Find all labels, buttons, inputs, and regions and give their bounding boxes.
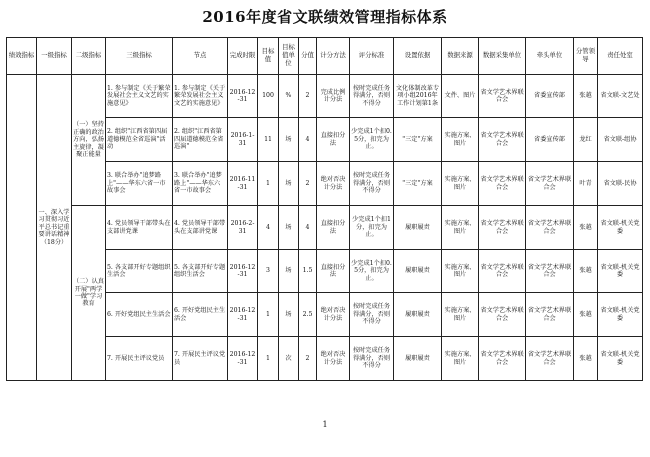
- deadline-cell: 2016-12-31: [228, 250, 258, 293]
- basis-cell: 履职履责: [394, 293, 442, 337]
- leader-cell: 张越: [574, 337, 598, 381]
- table-row: [7, 206, 643, 250]
- collector-cell: 省文学艺术界联合会: [479, 75, 526, 118]
- unit-cell: 次: [279, 337, 299, 381]
- level3-indicator-cell: 1. 参与制定《关于繁荣发展社会主义文艺的实施意见》: [106, 75, 173, 118]
- score-cell: 1.5: [299, 250, 317, 293]
- office-cell: 省文联-机关党委: [598, 206, 643, 250]
- method-cell: 直接扣分法: [317, 118, 350, 162]
- standard-cell: 少完成1个扣0.5分，扣完为止。: [350, 118, 394, 162]
- header-cell: 牵头单位: [526, 38, 574, 75]
- basis-cell: 履职履责: [394, 206, 442, 250]
- indicator-table: [6, 37, 643, 381]
- score-cell: 2: [299, 337, 317, 381]
- collector-cell: 省文学艺术界联合会: [479, 118, 526, 162]
- source-cell: 实施方案、图片: [442, 250, 479, 293]
- standard-cell: 按时完成任务得满分，否则不得分: [350, 75, 394, 118]
- source-cell: 实施方案、图片: [442, 118, 479, 162]
- deadline-cell: 2016-2-31: [228, 206, 258, 250]
- header-cell: 节点: [173, 38, 228, 75]
- standard-cell: 少完成1个扣0.5分，扣完为止。: [350, 250, 394, 293]
- method-cell: 绝对否决计分法: [317, 293, 350, 337]
- deadline-cell: 2016-12-31: [228, 293, 258, 337]
- header-cell: 三级指标: [106, 38, 173, 75]
- header-cell: 分值: [299, 38, 317, 75]
- level1-indicator-cell: 一、深入学习贯彻习近平总书记重要讲话精神（18分）: [37, 75, 72, 381]
- target-cell: 4: [258, 206, 279, 250]
- score-cell: 2: [299, 75, 317, 118]
- collector-cell: 省文学艺术界联合会: [479, 337, 526, 381]
- method-cell: 完成比例计分法: [317, 75, 350, 118]
- deadline-cell: 2016-11-31: [228, 162, 258, 206]
- header-cell: 绩效指标: [7, 38, 37, 75]
- level2-indicator-cell: （二）认真开展"两学一做"学习教育: [72, 206, 106, 381]
- node-cell: 2. 组织"江西省第四届道德模范全省巡演": [173, 118, 228, 162]
- office-cell: 省文联-民协: [598, 162, 643, 206]
- level3-indicator-cell: 5. 各支部开好专题组织生活会: [106, 250, 173, 293]
- node-cell: 1. 参与制定《关于繁荣发展社会主义文艺的实施意见》: [173, 75, 228, 118]
- page-title: 2016年度省文联绩效管理指标体系: [202, 8, 448, 26]
- office-cell: 省文联-机关党委: [598, 250, 643, 293]
- node-cell: 3. 联合举办"追梦路上"——华东六省一市故事会: [173, 162, 228, 206]
- score-cell: 4: [299, 118, 317, 162]
- header-cell: 责任处室: [598, 38, 643, 75]
- leader-cell: 张越: [574, 206, 598, 250]
- lead-unit-cell: 省文学艺术界联合会: [526, 250, 574, 293]
- header-cell: 一级指标: [37, 38, 72, 75]
- header-cell: 目标值单位: [279, 38, 299, 75]
- standard-cell: 按时完成任务得满分，否则不得分: [350, 162, 394, 206]
- node-cell: 5. 各支部开好专题组织生活会: [173, 250, 228, 293]
- header-cell: 二级指标: [72, 38, 106, 75]
- score-cell: 4: [299, 206, 317, 250]
- method-cell: 绝对否决计分法: [317, 337, 350, 381]
- unit-cell: 场: [279, 293, 299, 337]
- score-cell: 2: [299, 162, 317, 206]
- source-cell: 实施方案、图片: [442, 293, 479, 337]
- source-cell: 实施方案、图片: [442, 206, 479, 250]
- header-row: [7, 38, 643, 75]
- office-cell: 省文联-机关党委: [598, 337, 643, 381]
- table-row: [7, 75, 643, 118]
- method-cell: 直接扣分法: [317, 206, 350, 250]
- method-cell: 绝对否决计分法: [317, 162, 350, 206]
- header-cell: 完成时限: [228, 38, 258, 75]
- node-cell: 7. 开展民主评议党员: [173, 337, 228, 381]
- source-cell: 实施方案、图片: [442, 337, 479, 381]
- target-cell: 11: [258, 118, 279, 162]
- standard-cell: 少完成1个扣1分，扣完为止。: [350, 206, 394, 250]
- node-cell: 4. 党员领导干部带头在支部讲党课: [173, 206, 228, 250]
- level3-indicator-cell: 4. 党员领导干部带头在支部讲党课: [106, 206, 173, 250]
- header-cell: 目标值: [258, 38, 279, 75]
- basis-cell: 文化体制改革专项小组2016年工作计划第1条: [394, 75, 442, 118]
- collector-cell: 省文学艺术界联合会: [479, 250, 526, 293]
- target-cell: 1: [258, 337, 279, 381]
- lead-unit-cell: 省文学艺术界联合会: [526, 162, 574, 206]
- basis-cell: 履职履责: [394, 337, 442, 381]
- header-cell: 分管领导: [574, 38, 598, 75]
- lead-unit-cell: 省文学艺术界联合会: [526, 293, 574, 337]
- header-cell: 评分标准: [350, 38, 394, 75]
- level3-indicator-cell: 7. 开展民主评议党员: [106, 337, 173, 381]
- unit-cell: 场: [279, 118, 299, 162]
- performance-indicator-cell: [7, 75, 37, 381]
- lead-unit-cell: 省委宣传部: [526, 118, 574, 162]
- score-cell: 2.5: [299, 293, 317, 337]
- target-cell: 1: [258, 293, 279, 337]
- page-number: 1: [322, 420, 328, 429]
- header-cell: 数据来源: [442, 38, 479, 75]
- leader-cell: 龙红: [574, 118, 598, 162]
- source-cell: 实施方案、图片: [442, 162, 479, 206]
- lead-unit-cell: 省文学艺术界联合会: [526, 206, 574, 250]
- lead-unit-cell: 省委宣传部: [526, 75, 574, 118]
- target-cell: 3: [258, 250, 279, 293]
- unit-cell: %: [279, 75, 299, 118]
- level3-indicator-cell: 6. 开好党组民主生活会: [106, 293, 173, 337]
- node-cell: 6. 开好党组民主生活会: [173, 293, 228, 337]
- method-cell: 直接扣分法: [317, 250, 350, 293]
- header-cell: 数据采集单位: [479, 38, 526, 75]
- level3-indicator-cell: 3. 联合举办"追梦路上"——华东六省一市故事会: [106, 162, 173, 206]
- deadline-cell: 2016-1-31: [228, 118, 258, 162]
- target-cell: 100: [258, 75, 279, 118]
- deadline-cell: 2016-12-31: [228, 75, 258, 118]
- level2-indicator-cell: （一）坚持正确的政治方向，弘扬主旋律，凝聚正能量: [72, 75, 106, 206]
- deadline-cell: 2016-12-31: [228, 337, 258, 381]
- unit-cell: 场: [279, 206, 299, 250]
- basis-cell: "三定"方案: [394, 118, 442, 162]
- target-cell: 1: [258, 162, 279, 206]
- office-cell: 省文联-组协: [598, 118, 643, 162]
- collector-cell: 省文学艺术界联合会: [479, 162, 526, 206]
- leader-cell: 张越: [574, 75, 598, 118]
- header-cell: 设置依据: [394, 38, 442, 75]
- leader-cell: 叶青: [574, 162, 598, 206]
- unit-cell: 场: [279, 250, 299, 293]
- leader-cell: 张越: [574, 250, 598, 293]
- office-cell: 省文联-文艺处: [598, 75, 643, 118]
- lead-unit-cell: 省文学艺术界联合会: [526, 337, 574, 381]
- standard-cell: 按时完成任务得满分，否则不得分: [350, 293, 394, 337]
- unit-cell: 场: [279, 162, 299, 206]
- standard-cell: 按时完成任务得满分，否则不得分: [350, 337, 394, 381]
- header-cell: 计分方法: [317, 38, 350, 75]
- basis-cell: 履职履责: [394, 250, 442, 293]
- collector-cell: 省文学艺术界联合会: [479, 206, 526, 250]
- level3-indicator-cell: 2. 组织"江西省第四届道德模范全省巡演"活动: [106, 118, 173, 162]
- basis-cell: "三定"方案: [394, 162, 442, 206]
- office-cell: 省文联-机关党委: [598, 293, 643, 337]
- leader-cell: 张越: [574, 293, 598, 337]
- source-cell: 文件、图片: [442, 75, 479, 118]
- collector-cell: 省文学艺术界联合会: [479, 293, 526, 337]
